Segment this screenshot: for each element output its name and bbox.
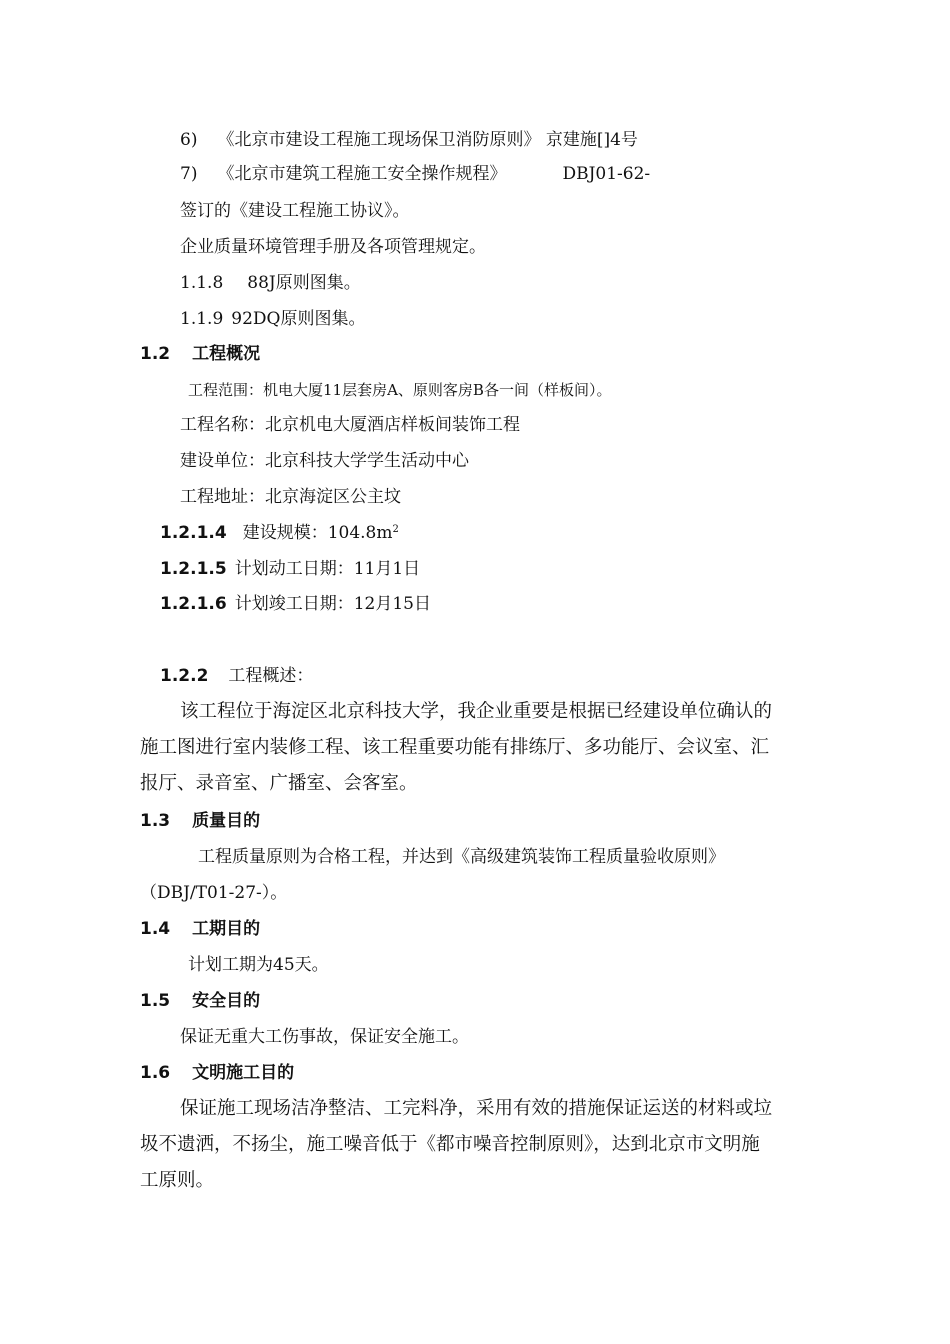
- project-owner: 建设单位：北京科技大学学生活动中心: [180, 451, 469, 471]
- item-text: 《北京市建筑工程施工安全操作规程》: [217, 164, 507, 184]
- item-text: 《北京市建设工程施工现场保卫消防原则》 京建施[]4号: [217, 130, 638, 150]
- subsection-title: 工程概述：: [228, 666, 314, 686]
- section-title: 安全目的: [192, 991, 261, 1011]
- section-heading-1-6: [140, 1061, 294, 1085]
- reference-item-1-1-8: [180, 271, 361, 295]
- subsection-heading-1-2-2: [160, 664, 313, 688]
- safety-paragraph: 保证无重大工伤事故，保证安全施工。: [180, 1027, 469, 1047]
- project-name: 工程名称：北京机电大厦酒店样板间装饰工程: [180, 415, 520, 435]
- project-scope: 工程范围：机电大厦11层套房A、原则客房B各一间（样板间）。: [188, 381, 612, 399]
- civilized-paragraph-line: 工原则。: [140, 1170, 215, 1191]
- item-1-2-1-4: [160, 521, 399, 545]
- item-text: 建设规模：104.8m: [242, 523, 393, 543]
- item-number: 7): [180, 164, 198, 184]
- reference-manual: 企业质量环境管理手册及各项管理规定。: [180, 237, 486, 257]
- section-number: 1.6: [140, 1063, 171, 1083]
- item-number: 6): [180, 130, 198, 150]
- item-text: 计划竣工日期：12月15日: [234, 594, 431, 614]
- item-number: 1.1.8: [180, 273, 224, 293]
- overview-paragraph-line: 该工程位于海淀区北京科技大学，我企业重要是根据已经建设单位确认的: [180, 701, 773, 722]
- superscript: 2: [392, 524, 399, 535]
- reference-item-7: [180, 162, 650, 186]
- section-title: 文明施工目的: [192, 1063, 295, 1083]
- quality-paragraph-line: 工程质量原则为合格工程，并达到《高级建筑装饰工程质量验收原则》: [198, 847, 725, 867]
- subsection-number: 1.2.2: [160, 666, 209, 686]
- section-heading-1-5: [140, 989, 260, 1013]
- section-number: 1.5: [140, 991, 171, 1011]
- reference-agreement: 签订的《建设工程施工协议》。: [180, 201, 410, 221]
- item-1-2-1-6: [160, 592, 431, 616]
- section-heading-1-3: [140, 809, 260, 833]
- quality-paragraph-line: （DBJ/T01-27-）。: [140, 883, 288, 903]
- section-title: 工程概况: [192, 344, 261, 364]
- reference-item-1-1-9: [180, 307, 365, 331]
- section-heading-1-2: [140, 342, 260, 366]
- overview-paragraph-line: 施工图进行室内装修工程、该工程重要功能有排练厅、多功能厅、会议室、汇: [140, 737, 770, 758]
- reference-item-6: [180, 128, 638, 152]
- item-number: 1.1.9: [180, 309, 224, 329]
- schedule-paragraph: 计划工期为45天。: [188, 955, 329, 975]
- section-title: 工期目的: [192, 919, 261, 939]
- section-number: 1.2: [140, 344, 171, 364]
- item-text: 计划动工日期：11月1日: [234, 559, 421, 579]
- section-number: 1.4: [140, 919, 171, 939]
- item-number: 1.2.1.4: [160, 523, 227, 543]
- item-text: 88J原则图集。: [247, 273, 361, 293]
- civilized-paragraph-line: 保证施工现场洁净整洁、工完料净，采用有效的措施保证运送的材料或垃: [180, 1098, 773, 1119]
- item-1-2-1-5: [160, 557, 420, 581]
- item-number: 1.2.1.5: [160, 559, 227, 579]
- item-code: DBJ01-62-: [562, 164, 651, 184]
- section-heading-1-4: [140, 917, 260, 941]
- overview-paragraph-line: 报厅、录音室、广播室、会客室。: [140, 773, 418, 794]
- item-number: 1.2.1.6: [160, 594, 227, 614]
- civilized-paragraph-line: 圾不遗洒，不扬尘，施工噪音低于《都市噪音控制原则》，达到北京市文明施: [140, 1134, 760, 1155]
- project-address: 工程地址：北京海淀区公主坟: [180, 487, 401, 507]
- section-title: 质量目的: [192, 811, 261, 831]
- section-number: 1.3: [140, 811, 171, 831]
- item-text: 92DQ原则图集。: [231, 309, 366, 329]
